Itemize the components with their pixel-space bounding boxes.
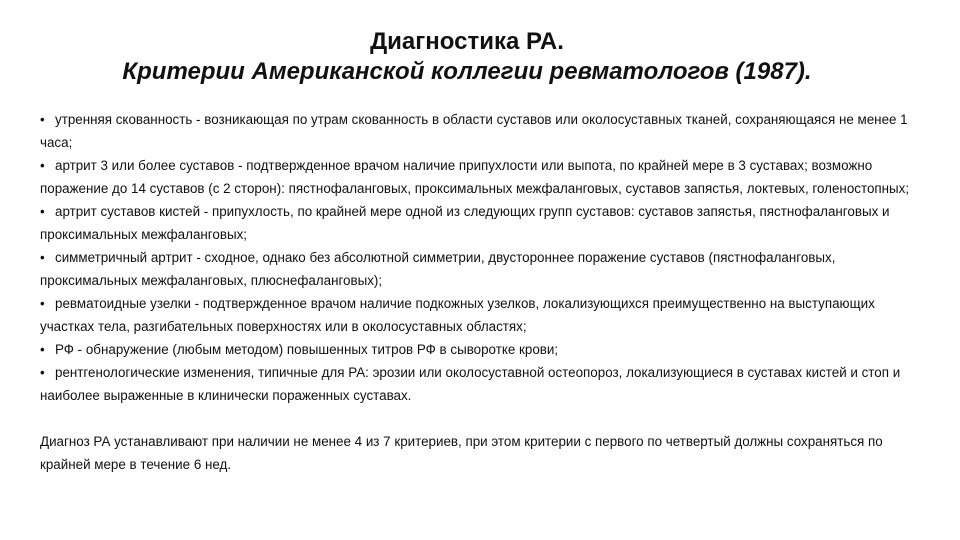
bullet-icon: • (40, 112, 45, 127)
slide-title: Диагностика РА. (370, 28, 564, 55)
bullet-icon: • (40, 342, 45, 357)
criteria-item-text: артрит 3 или более суставов - подтвержденное врачом наличие припухлости или выпота, по крайней мере в 3 суставах; возможно поражение до 14 суставов (с 2 сторон): пястнофаланговых, проксимальных межфаланговых, суставов запястья, локтевых, голеностопных; (40, 158, 910, 196)
criteria-item (40, 292, 920, 338)
bullet-icon: • (40, 158, 45, 173)
criteria-item-text: утренняя скованность - возникающая по утрам скованность в области суставов или околосуставных тканей, сохраняющаяся не менее 1 часа; (40, 112, 908, 150)
bullet-icon: • (40, 204, 45, 219)
slide-body (40, 108, 920, 476)
bullet-icon: • (40, 296, 45, 311)
criteria-item (40, 246, 920, 292)
slide-subtitle: Критерии Американской коллегии ревматологов (1987). (122, 58, 812, 85)
criteria-item (40, 200, 920, 246)
criteria-list (40, 108, 920, 407)
criteria-item (40, 338, 920, 361)
criteria-item (40, 361, 920, 407)
bullet-icon: • (40, 365, 45, 380)
criteria-item-text: рентгенологические изменения, типичные для РА: эрозии или околосуставной остеопороз, локализующиеся в суставах кистей и стоп и наиболее выраженные в клинически пораженных суставах. (40, 365, 901, 403)
criteria-item (40, 108, 920, 154)
criteria-item-text: артрит суставов кистей - припухлость, по крайней мере одной из следующих групп суставов: суставов запястья, пястнофаланговых и проксимальных межфаланговых; (40, 204, 890, 242)
bullet-icon: • (40, 250, 45, 265)
diagnosis-conclusion: Диагноз РА устанавливают при наличии не менее 4 из 7 критериев, при этом критерии с первого по четвертый должны сохраняться по крайней мере в течение 6 нед. (40, 434, 883, 472)
criteria-item-text: симметричный артрит - сходное, однако без абсолютной симметрии, двустороннее поражение суставов (пястнофаланговых, проксимальных межфаланговых, плюснефаланговых); (40, 250, 836, 288)
criteria-item (40, 154, 920, 200)
criteria-item-text: РФ - обнаружение (любым методом) повышенных титров РФ в сыворотке крови; (55, 342, 559, 357)
criteria-item-text: ревматоидные узелки - подтвержденное врачом наличие подкожных узелков, локализующихся преимущественно на выступающих участках тела, разгибательных поверхностях или в околосуставных областях; (40, 296, 875, 334)
